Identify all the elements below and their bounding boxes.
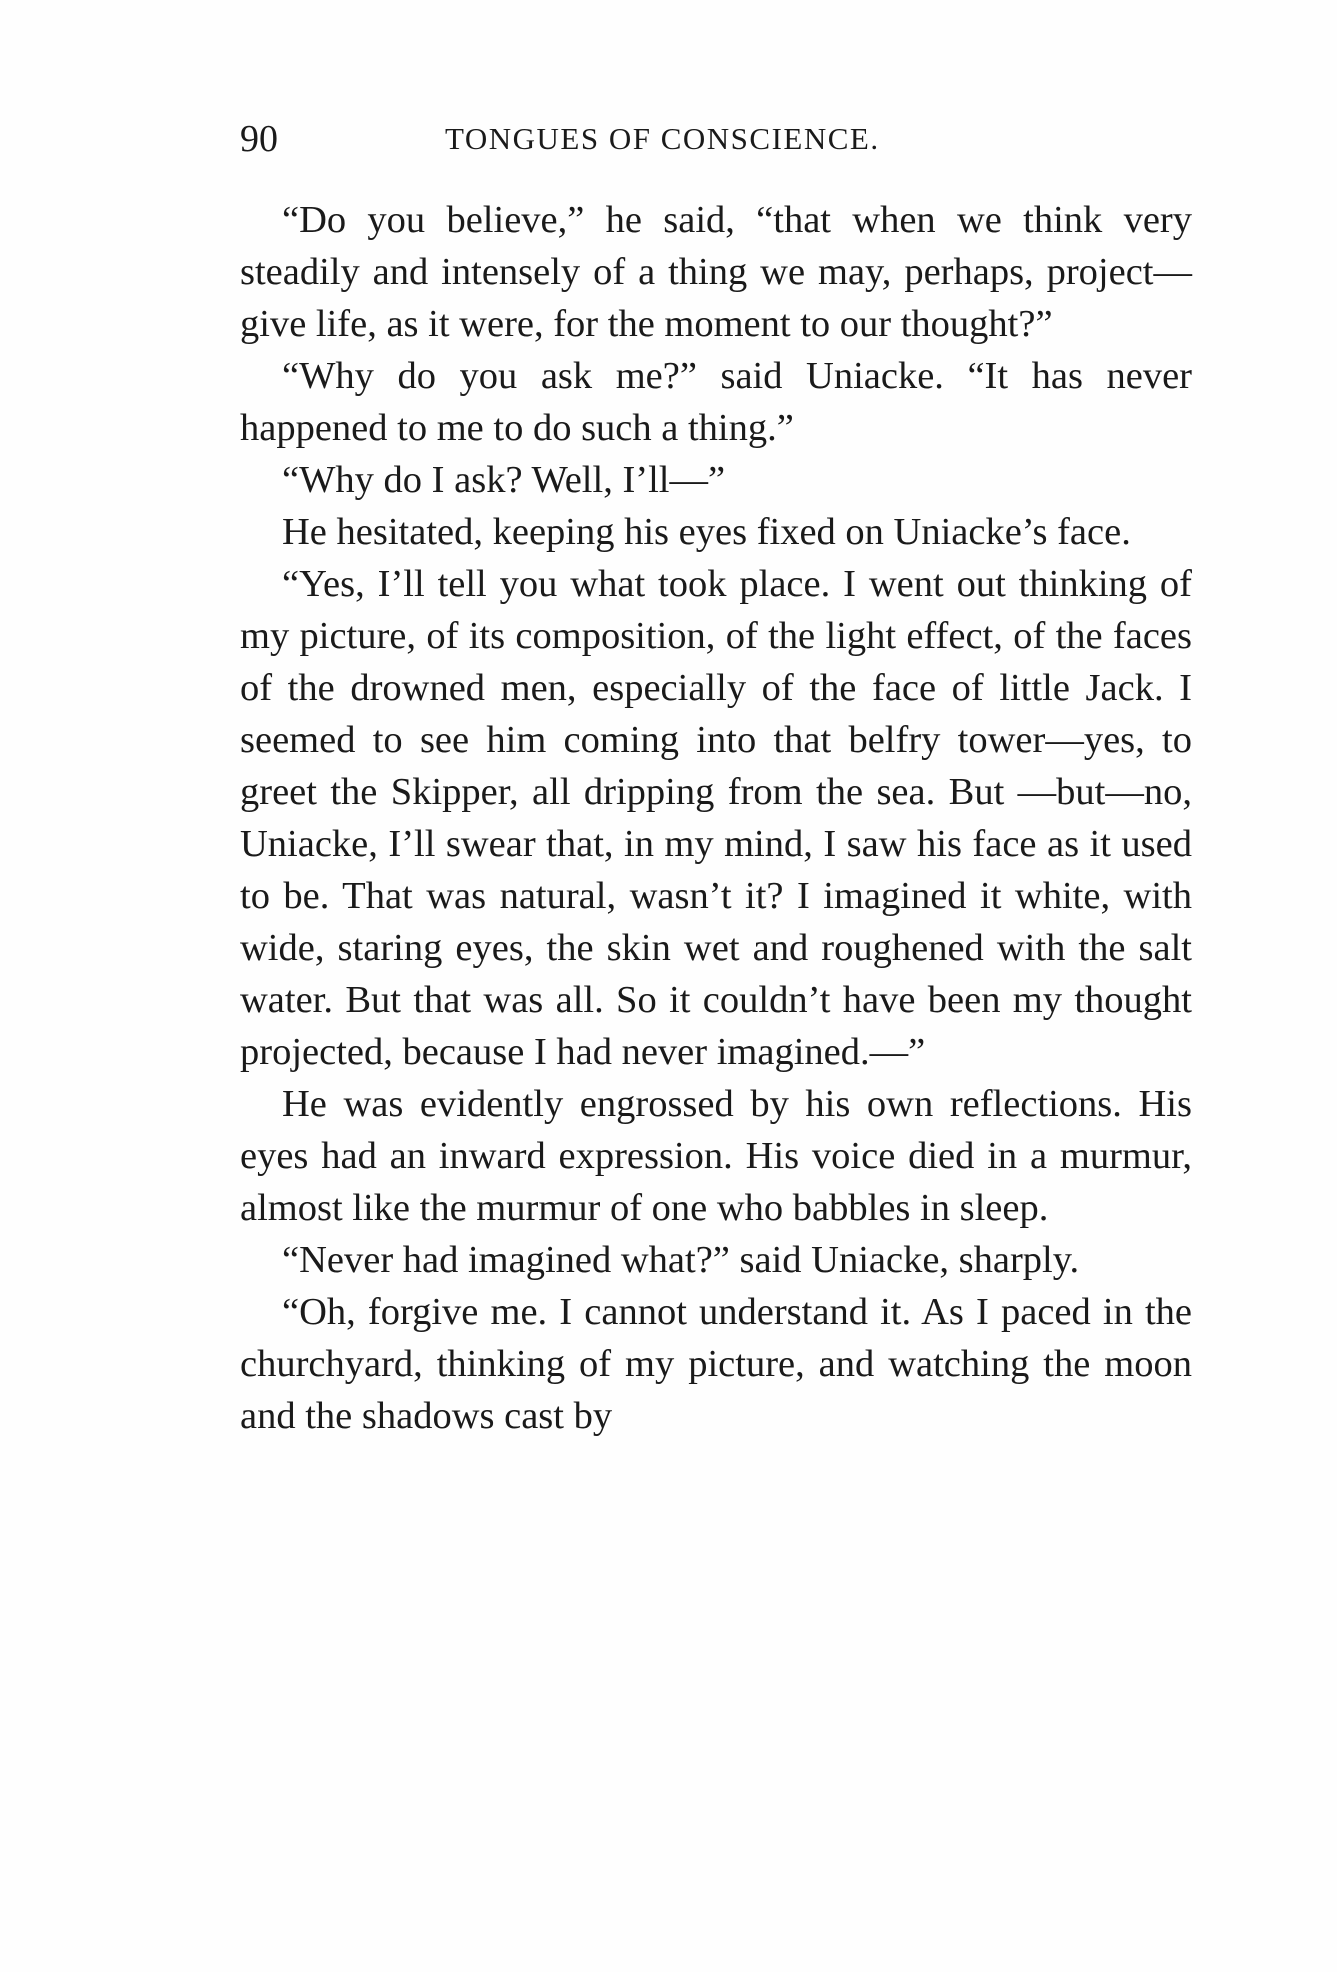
page-number: 90 [240, 118, 278, 160]
paragraph-4: He hesitated, keeping his eyes fixed on Uniacke’s face. [282, 511, 1131, 553]
running-title: TONGUES OF CONSCIENCE. [445, 121, 880, 156]
paragraph-7: “Never had imagined what?” said Uniacke, sharply. [282, 1239, 1080, 1281]
body-text [240, 194, 1192, 1442]
paragraph-3: “Why do I ask? Well, I’ll—” [282, 459, 726, 501]
paragraph-6: He was evidently engrossed by his own reflections. His eyes had an inward expression. His voice died in a murmur, almost like the murmur of one who babbles in sleep. [240, 1083, 1192, 1229]
running-head [240, 112, 1192, 166]
paragraph-8: “Oh, forgive me. I cannot understand it. As I paced in the churchyard, thinking of my picture, and watching the moon and the shadows cast by [240, 1291, 1192, 1437]
paragraph-2: “Why do you ask me?” said Uniacke. “It has never happened to me to do such a thing.” [240, 355, 1192, 449]
paragraph-1: “Do you believe,” he said, “that when we think very steadily and intensely of a thing we may, perhaps, project—give life, as it were, for the moment to our thought?” [240, 199, 1192, 345]
paragraph-5: “Yes, I’ll tell you what took place. I went out thinking of my picture, of its composition, of the light effect, of the faces of the drowned men, especially of the face of little Jack. I seemed to see him coming into that belfry tower—yes, to greet the Skipper, all dripping from the sea. But —but—no, Uniacke, I’ll swear that, in my mind, I saw his face as it used to be. That was natural, wasn’t it? I imagined it white, with wide, staring eyes, the skin wet and roughened with the salt water. But that was all. So it couldn’t have been my thought projected, because I had never imagined.—” [240, 563, 1192, 1073]
